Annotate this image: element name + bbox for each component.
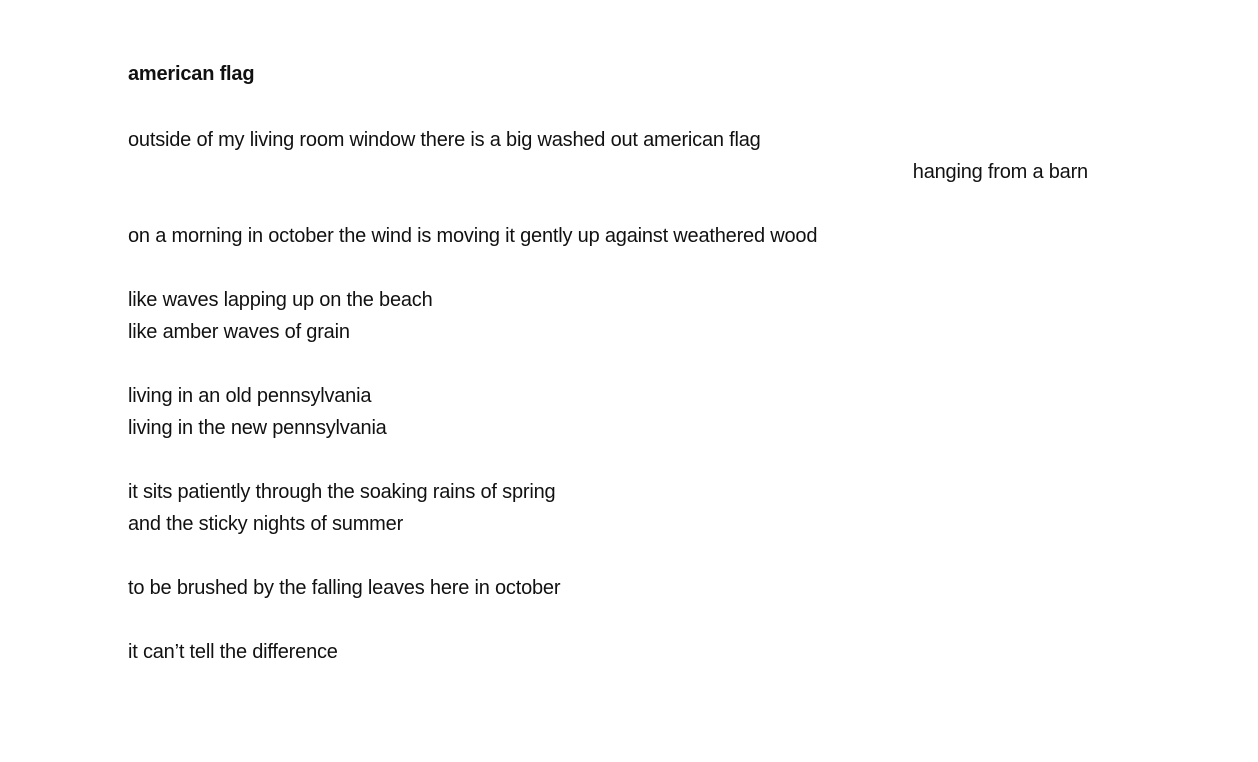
- poem-line-10: to be brushed by the falling leaves here in october: [128, 577, 561, 599]
- poem-title: american flag: [128, 63, 255, 85]
- poem-line-8: it sits patiently through the soaking rains of spring: [128, 481, 556, 503]
- poem-line-1: outside of my living room window there is a big washed out american flag: [128, 129, 761, 151]
- poem-line-7: living in the new pennsylvania: [128, 417, 387, 439]
- poem-line-2: hanging from a barn: [912, 161, 1088, 183]
- poem-line-11: it can’t tell the difference: [128, 641, 338, 663]
- poem-line-6: living in an old pennsylvania: [128, 385, 372, 407]
- poem-line-5: like amber waves of grain: [128, 321, 350, 343]
- poem-line-4: like waves lapping up on the beach: [128, 289, 433, 311]
- poem-line-3: on a morning in october the wind is moving it gently up against weathered wood: [128, 225, 818, 247]
- poem-line-9: and the sticky nights of summer: [128, 513, 404, 535]
